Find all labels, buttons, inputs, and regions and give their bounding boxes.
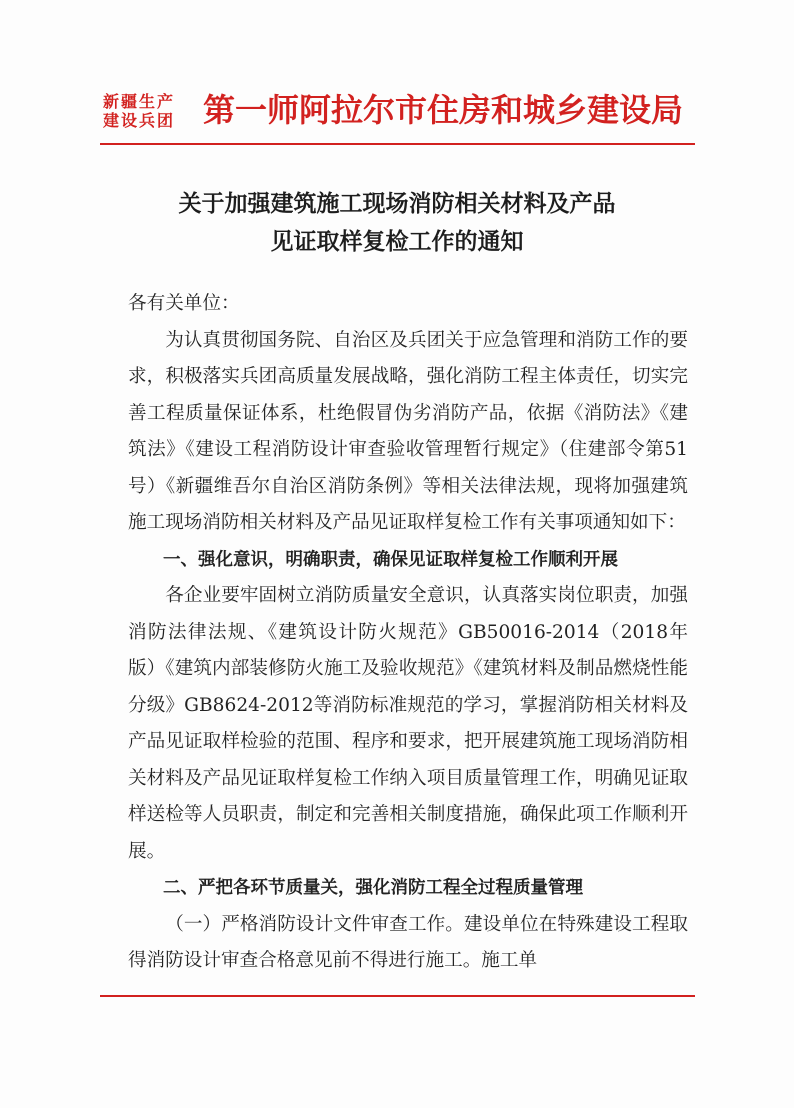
org-small-line2: 建设兵团 [103,111,176,130]
org-small-line1: 新疆生产 [103,92,176,111]
footer-divider [100,995,695,997]
letterhead-divider-top [100,143,695,145]
section-1-heading: 一、强化意识，明确职责，确保见证取样复检工作顺利开展 [163,549,618,570]
document-title [0,185,794,261]
org-name: 第一师阿拉尔市住房和城乡建设局 [203,91,684,129]
section-1-paragraph: 各企业要牢固树立消防质量安全意识，认真落实岗位职责，加强消防法律法规、《建筑设计防火规范》GB50016-2014（2018年版）《建筑内部装修防火施工及验收规范》《建筑材料及制品燃烧性能分级》GB8624-2012等消防标准规范的学习，掌握消防相关材料及产品见证取样检验的范围、程序和要求，把开展建筑施工现场消防相关材料及产品见证取样复检工作纳入项目质量管理工作，明确见证取样送检等人员职责，制定和完善相关制度措施，确保此项工作顺利开展。 [128,585,688,862]
document-body [128,286,688,980]
section-2-sub-1: （一）严格消防设计文件审查工作。建设单位在特殊建设工程取得消防设计审查合格意见前不得进行施工。施工单 [128,913,688,971]
org-small-name [103,92,195,130]
intro-paragraph: 为认真贯彻国务院、自治区及兵团关于应急管理和消防工作的要求，积极落实兵团高质量发展战略，强化消防工程主体责任，切实完善工程质量保证体系，杜绝假冒伪劣消防产品，依据《消防法》《建筑法》《建设工程消防设计审查验收管理暂行规定》（住建部令第51号）《新疆维吾尔自治区消防条例》等相关法律法规，现将加强建筑施工现场消防相关材料及产品见证取样复检工作有关事项通知如下： [128,329,688,533]
salutation: 各有关单位： [128,293,240,314]
title-line-1: 关于加强建筑施工现场消防相关材料及产品 [178,191,616,217]
letterhead [103,88,695,140]
title-line-2: 见证取样复检工作的通知 [270,229,524,255]
section-2-heading: 二、严把各环节质量关，强化消防工程全过程质量管理 [163,878,583,898]
